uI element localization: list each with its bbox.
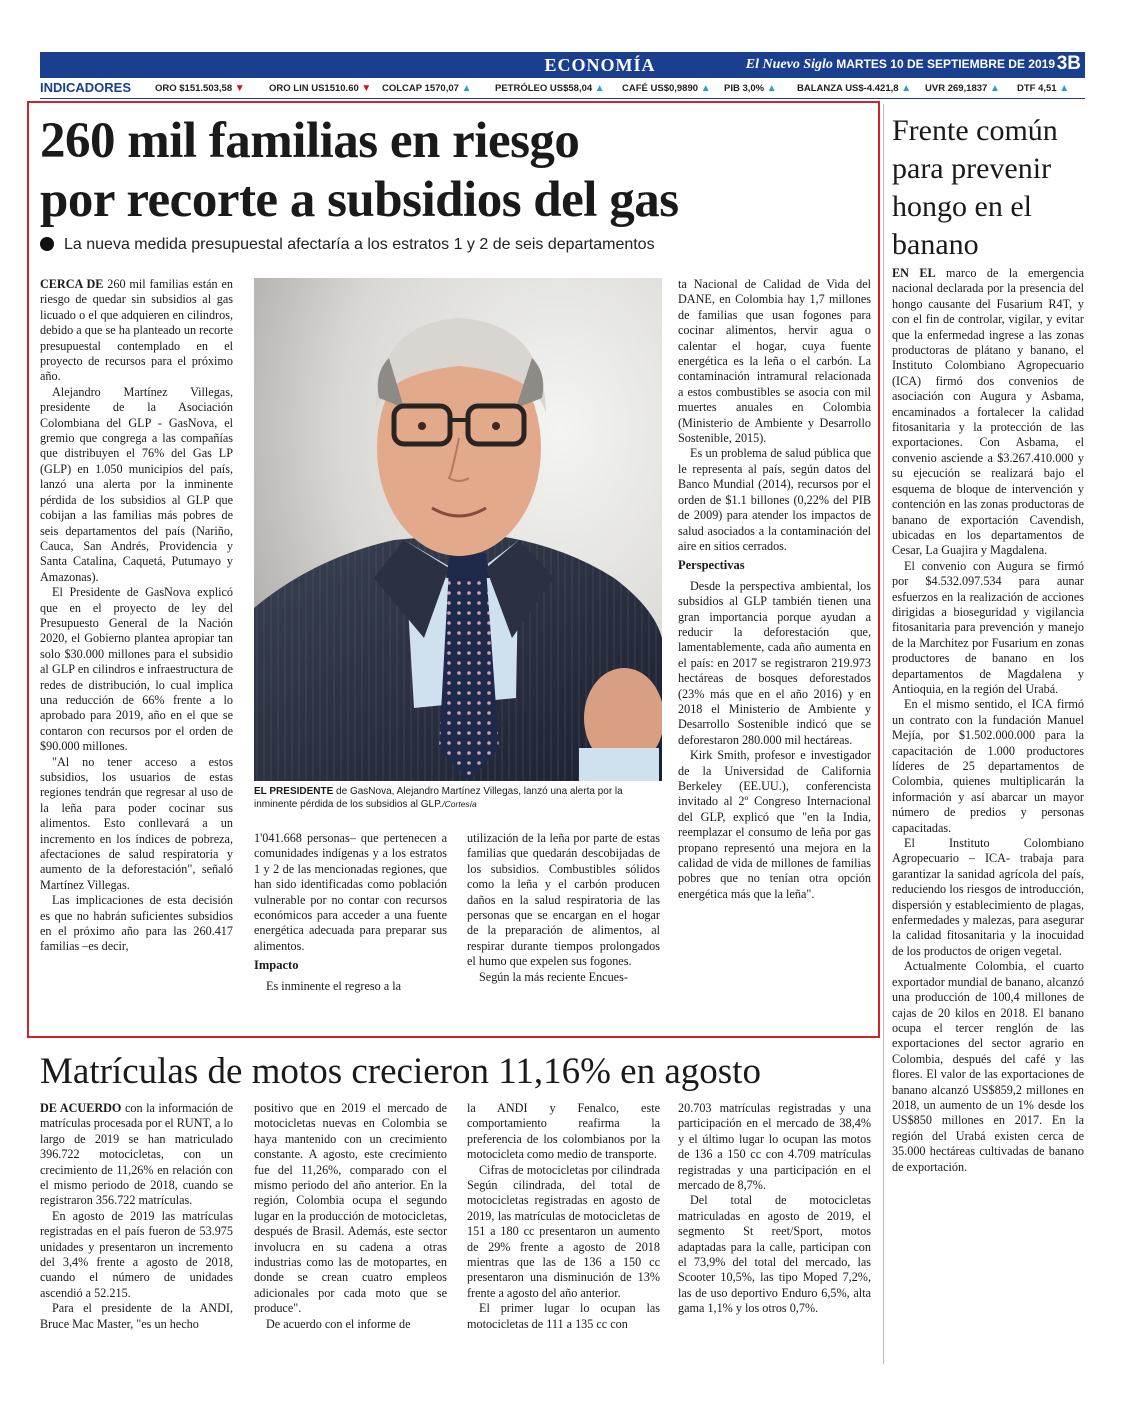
arrow-up-icon: ▲ bbox=[700, 83, 711, 94]
paragraph: la ANDI y Fenalco, este comportamiento reafirma la preferencia de los colombianos por la motocicleta como medio de transporte. bbox=[467, 1101, 660, 1162]
portrait-illustration bbox=[254, 278, 662, 781]
paragraph: Alejandro Martínez Villegas, presidente de la Asociación Colombiana del GLP - GasNova, el gremio que congrega a las compañías que distribuyen el 76% del Gas LP (GLP) en 1.050 municipios del país, lanzó una alerta por la inminente pérdida de los subsidios al GLP que cobijan a las familias más pobres de seis departamentos del país (Nariño, Cauca, San Andrés, Providencia y Santa Catalina, Caquetá, Putumayo y Amazonas). bbox=[40, 384, 233, 584]
indicator-value: BALANZA US$-4.421,8 bbox=[797, 83, 899, 94]
lower-column-3 bbox=[467, 1101, 660, 1332]
lower-column-1 bbox=[40, 1101, 233, 1332]
paragraph bbox=[40, 277, 233, 385]
newspaper-name: El Nuevo Siglo bbox=[745, 57, 833, 72]
issue-date: MARTES 10 DE SEPTIEMBRE DE 2019 bbox=[836, 57, 1055, 71]
paragraph: Desde la perspectiva ambiental, los subsidios al GLP también tienen una gran importancia porque ayudan a reducir la deforestación que, lamentablemente, cada año aumenta en el país: en 2017 se registraron 219.973 hectáreas de bosques deforestados (23% más que en el año 2016) y en 2018 el Ministerio de Ambiente y Desarrollo Sostenible indicó que se deforestaron 280.000 mil hectáreas. bbox=[678, 578, 871, 747]
paragraph-text: marco de la emergencia nacional declarada por la presencia del hongo causante del Fusarium R4T, y con el fin de controlar, vigilar, y evitar que la enfermedad ingrese a las zonas productoras de plátano y banano, el Instituto Colombiano Agropecuario (ICA) firmó dos convenios de asociación con Augura y Asbama, encaminados a fortalecer la calidad fitosanitaria y la protección de las exportaciones. Con Asbama, el convenio asciende a $3.267.410.000 y su ejecución se realizará bajo el esquema de bloque de intervención y contención en las zonas productoras de banano de exportación Cavendish, ubicadas en los departamentos de Cesar, La Guajira y Magdalena. bbox=[892, 266, 1084, 558]
indicator-item bbox=[1017, 83, 1069, 94]
article-column-1 bbox=[40, 277, 233, 955]
subheading-perspectivas: Perspectivas bbox=[678, 558, 745, 573]
arrow-up-icon: ▲ bbox=[461, 83, 472, 94]
indicator-item bbox=[495, 83, 605, 94]
arrow-up-icon: ▲ bbox=[1059, 83, 1070, 94]
paragraph: Es inminente el regreso a la bbox=[266, 978, 402, 993]
indicator-value: ORO $151.503,58 bbox=[155, 83, 233, 94]
paragraph: Kirk Smith, profesor e investigador de la Universidad de California Berkeley (EE.UU.), conferencista invitado al 2º Congreso Internacional del GLP, explicó que "en la India, reemplazar el consumo de leña por gas propano representó una mejora en la calidad de vida de millones de familias pobres que no tenían otra opción energética más que la leña". bbox=[678, 748, 871, 901]
paragraph: Actualmente Colombia, el cuarto exportador mundial de banano, alcanzó una producción de 100,4 millones de cajas de 20 kilos en 2018. El banano ocupa el tercer renglón de las exportaciones del sector agrario en Colombia, después del café y las flores. El valor de las exportaciones de banano alcanzó US$859,2 millones en 2018, un aumento de un 1% desde los US$850 millones en 2017. En la región del Urabá existen cerca de 35.000 hectáreas cultivadas de banano de exportación. bbox=[892, 959, 1084, 1174]
photo-credit: /Cortesía bbox=[442, 799, 477, 809]
lower-column-4 bbox=[678, 1101, 871, 1317]
indicator-value: DTF 4,51 bbox=[1017, 83, 1057, 94]
paragraph: Para el presidente de la ANDI, Bruce Mac Master, "es un hecho bbox=[40, 1301, 233, 1331]
indicator-value: ORO LIN US1510.60 bbox=[269, 83, 359, 94]
section-title: ECONOMÍA bbox=[544, 55, 656, 75]
lead-in: EN EL bbox=[892, 266, 936, 280]
indicator-item bbox=[382, 83, 471, 94]
sidebar-column bbox=[892, 266, 1084, 1175]
paragraph bbox=[40, 1101, 233, 1209]
bullet-icon bbox=[40, 237, 54, 251]
indicators-label: INDICADORES bbox=[40, 80, 132, 95]
main-subheadline bbox=[40, 236, 870, 254]
paragraph: Es un problema de salud pública que le representa al país, según datos del Banco Mundial (2014), recursos por el orden de $1.1 billones (0,22% del PIB de 2009) para atender los impactos de salud asociados a la contaminación del aire en sitios cerrados. bbox=[678, 446, 871, 553]
indicator-value: COLCAP 1570,07 bbox=[382, 83, 459, 94]
arrow-up-icon: ▲ bbox=[766, 83, 777, 94]
header-info bbox=[746, 57, 1055, 73]
indicator-item bbox=[797, 83, 911, 94]
indicator-value: UVR 269,1837 bbox=[925, 83, 988, 94]
paragraph: El Instituto Colombiano Agropecuario – ICA- trabaja para garantizar la sanidad agrícola del país, reduciendo los riesgos de introducción, dispersión y establecimiento de plagas, enfermedades y malezas, para asegurar la calidad fitosanitaria y la inocuidad de los productos de origen vegetal. bbox=[892, 836, 1084, 958]
indicator-item bbox=[155, 83, 245, 94]
paragraph: En el mismo sentido, el ICA firmó un contrato con la fundación Manuel Mejía, por $1.502.000.000 para la capacitación de 1.000 productores líderes de 25 departamentos de Colombia, quienes multiplicarán la información y así abarcar un mayor número de predios y personas capacitadas. bbox=[892, 697, 1084, 835]
article-column-2 bbox=[254, 831, 447, 994]
section-header-bar bbox=[40, 52, 1085, 78]
paragraph: ta Nacional de Calidad de Vida del DANE, en Colombia hay 1,7 millones de familias que usan fogones para cocinar alimentos, hervir agua o calentar el hogar, cuya fuente energética es la leña o el carbón. La contaminación intramural relacionada a estos combustibles se asocia con mil muertes anuales en Colombia (Ministerio de Ambiente y Desarrollo Sostenible, 2015). bbox=[678, 277, 871, 446]
lead-in: DE ACUERDO bbox=[40, 1101, 122, 1115]
article-column-3 bbox=[467, 831, 660, 985]
paragraph bbox=[892, 266, 1084, 559]
lower-column-2 bbox=[254, 1101, 447, 1332]
paragraph: utilización de la leña por parte de estas familias que quedarán descobijadas de los subsidios. Combustibles sólidos como la leña y el carbón producen daños en la salud respiratoria de las personas que se encargan en el hogar de la preparación de alimentos, al respirar durante tiempos prolongados el humo que expelen sus fogones. bbox=[467, 831, 660, 969]
lead-in: CERCA DE bbox=[40, 277, 104, 291]
arrow-down-icon: ▼ bbox=[361, 83, 372, 94]
paragraph: "Al no tener acceso a estos subsidios, los usuarios de estas regiones tendrán que regresar al uso de la leña para poder cocinar sus alimentos. Esto conllevará a un incremento en los índices de pobreza, afectaciones de salud respiratoria y aumento de la deforestación", señaló Martínez Villegas. bbox=[40, 754, 233, 892]
arrow-up-icon: ▲ bbox=[901, 83, 912, 94]
paragraph: Cifras de motocicletas por cilindrada Según cilindrada, del total de motocicletas registradas en agosto de 2019, las matrículas de motocicletas de 151 a 180 cc presentaron un aumento de 29% frente a agosto de 2018 mientras que las de 136 a 150 cc presentaron una disminución de 13% frente a agosto del año anterior. bbox=[467, 1162, 660, 1300]
indicator-value: PIB 3,0% bbox=[724, 83, 765, 94]
paragraph: Las implicaciones de esta decisión es que no habrán suficientes subsidios en el próximo año para las 260.417 familias –es decir, bbox=[40, 893, 233, 954]
paragraph: positivo que en 2019 el mercado de motocicletas nuevas en Colombia se haya mantenido con un crecimiento constante. A agosto, este crecimiento fue del 11,26%, comparado con el mismo periodo del año anterior. En la región, Colombia ocupa el segundo lugar en la producción de motocicletas, después de Brasil. Además, este sector involucra en su cadena a otras industrias como las de motopartes, en donde se crean cuatro empleos adicionales por cada moto que se produce". bbox=[254, 1101, 447, 1316]
indicator-value: CAFÉ US$0,9890 bbox=[622, 83, 699, 94]
arrow-down-icon: ▼ bbox=[234, 83, 245, 94]
caption-text: de GasNova, Alejandro Martínez Villegas, lanzó una alerta por la inminente pérdida de los subsidios al GLP. bbox=[254, 786, 623, 810]
paragraph: El Presidente de GasNova explicó que en el proyecto de ley del Presupuesto General de la Nación 2020, el Gobierno plantea apropiar tan solo $30.000 millones para el subsidio al GLP en cilindros e infraestructura de redes de distribución, lo cual implica una reducción de 66% frente a lo aprobado para 2019, año en el que se contaron con recursos por el orden de $90.000 millones. bbox=[40, 585, 233, 754]
indicator-item bbox=[622, 83, 711, 94]
paragraph: El convenio con Augura se firmó por $4.532.097.534 para aunar esfuerzos en la realización de acciones dirigidas a bioseguridad y vigilancia fitosanitaria para prevención y manejo de la Marchitez por Fusarium en zonas productores de banano en los departamentos de Magdalena y Antioquia, en la región del Urabá. bbox=[892, 558, 1084, 696]
lower-headline: Matrículas de motos crecieron 11,16% en agosto bbox=[40, 1051, 761, 1092]
indicator-item bbox=[925, 83, 1000, 94]
subheadline-text: La nueva medida presupuestal afectaría a los estratos 1 y 2 de seis departamentos bbox=[64, 236, 655, 253]
paragraph: Del total de motocicletas matriculadas en agosto de 2019, el segmento St reet/Sport, motos adaptadas para la calle, participan con el 73,9% del total del mercado, las Scooter 10,5%, las tipo Moped 7,2%, las de uso deportivo Enduro 6,5%, alta gama 1,1% y los otros 0,7%. bbox=[678, 1193, 871, 1316]
indicator-value: PETRÓLEO US$58,04 bbox=[495, 83, 593, 94]
caption-lead: EL PRESIDENTE bbox=[254, 786, 334, 797]
paragraph: En agosto de 2019 las matrículas registradas en el país fueron de 53.975 unidades y presentaron un incremento del 3,4% frente a agosto de 2018, cuando el número de unidades ascendió a 52.215. bbox=[40, 1208, 233, 1300]
indicator-item bbox=[724, 83, 777, 94]
photo-alejandro-martinez bbox=[254, 278, 662, 781]
photo-caption bbox=[254, 785, 662, 811]
page-number: 3B bbox=[1056, 53, 1081, 74]
arrow-up-icon: ▲ bbox=[989, 83, 1000, 94]
paragraph: 20.703 matrículas registradas y una participación en el mercado de 38,4% y el último lugar lo ocupan las motos de 136 a 150 cc con 4.709 matrículas registradas y una participación en el mercado de 8,7%. bbox=[678, 1101, 871, 1193]
indicator-item bbox=[269, 83, 371, 94]
headline-line: 260 mil familias en riesgo bbox=[40, 113, 580, 169]
headline-line: por recorte a subsidios del gas bbox=[40, 172, 679, 228]
article-column-4 bbox=[678, 277, 871, 902]
sidebar-headline: Frente común para prevenir hongo en el banano bbox=[892, 114, 1058, 261]
paragraph-text: 260 mil familias están en riesgo de quedar sin subsidios al gas licuado o el que adquieren en cilindros, debido a que se ha planteado un recorte presupuestal contemplado en el proyecto de recursos para el próximo año. bbox=[40, 277, 233, 384]
paragraph: Según la más reciente Encues- bbox=[479, 969, 628, 984]
column-divider bbox=[883, 104, 884, 1364]
paragraph: El primer lugar lo ocupan las motocicletas de 111 a 135 cc con bbox=[467, 1301, 660, 1331]
paragraph-text: con la información de matrículas procesada por el RUNT, a lo largo de 2019 se han matriculado 396.722 motocicletas, con un crecimiento de 11,26% en relación con el mismo periodo de 2018, cuando se registraron 356.722 matrículas. bbox=[40, 1101, 234, 1208]
paragraph: De acuerdo con el informe de bbox=[266, 1316, 411, 1331]
subheading-impacto: Impacto bbox=[254, 958, 299, 973]
main-headline bbox=[40, 112, 870, 230]
indicators-bar bbox=[40, 80, 1085, 99]
paragraph: 1'041.668 personas– que pertenecen a comunidades indígenas y a los estratos 1 y 2 de las mencionadas regiones, que han sido identificadas como población vulnerable por no contar con recursos económicos para acceder a una fuente energética adecuada para preparar sus alimentos. bbox=[254, 831, 447, 953]
arrow-up-icon: ▲ bbox=[594, 83, 605, 94]
